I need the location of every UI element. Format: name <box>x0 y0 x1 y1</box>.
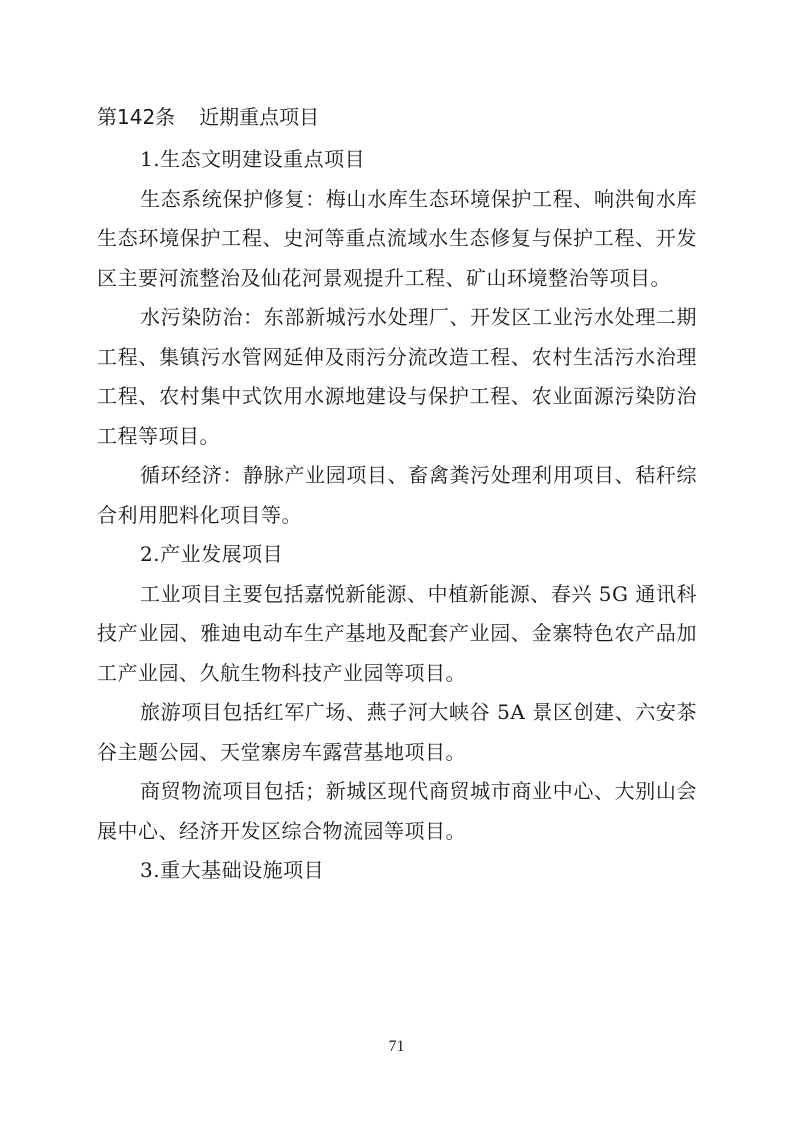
section-heading-ecology: 1.生态文明建设重点项目 <box>140 147 366 171</box>
paragraph-tourism-projects: 旅游项目包括红军广场、燕子河大峡谷 5A 景区创建、六安茶谷主题公园、天堂寨房车露营基地项目。 <box>97 700 697 764</box>
article-title: 近期重点项目 <box>199 105 320 129</box>
paragraph-commerce-logistics: 商贸物流项目包括；新城区现代商贸城市商业中心、大别山会展中心、经济开发区综合物流园等项目。 <box>97 779 697 843</box>
article-number: 第142条 <box>97 105 176 129</box>
paragraph-ecosystem-restoration: 生态系统保护修复：梅山水库生态环境保护工程、响洪甸水库生态环境保护工程、史河等重点流域水生态修复与保护工程、开发区主要河流整治及仙花河景观提升工程、矿山环境整治等项目。 <box>97 186 697 290</box>
section-heading-industry: 2.产业发展项目 <box>140 542 284 566</box>
paragraph-water-pollution: 水污染防治：东部新城污水处理厂、开发区工业污水处理二期工程、集镇污水管网延伸及雨污分流改造工程、农村生活污水治理工程、农村集中式饮用水源地建设与保护工程、农业面源污染防治工程等项目。 <box>97 305 697 448</box>
paragraph-industrial-projects: 工业项目主要包括嘉悦新能源、中植新能源、春兴 5G 通讯科技产业园、雅迪电动车生产基地及配套产业园、金寨特色农产品加工产业园、久航生物科技产业园等项目。 <box>97 581 697 685</box>
article-body <box>97 140 697 891</box>
section-heading-infrastructure: 3.重大基础设施项目 <box>140 858 325 882</box>
page-number: 71 <box>388 1038 405 1055</box>
article-heading <box>97 102 319 132</box>
paragraph-circular-economy: 循环经济：静脉产业园项目、畜禽粪污处理利用项目、秸秆综合利用肥料化项目等。 <box>97 463 697 527</box>
